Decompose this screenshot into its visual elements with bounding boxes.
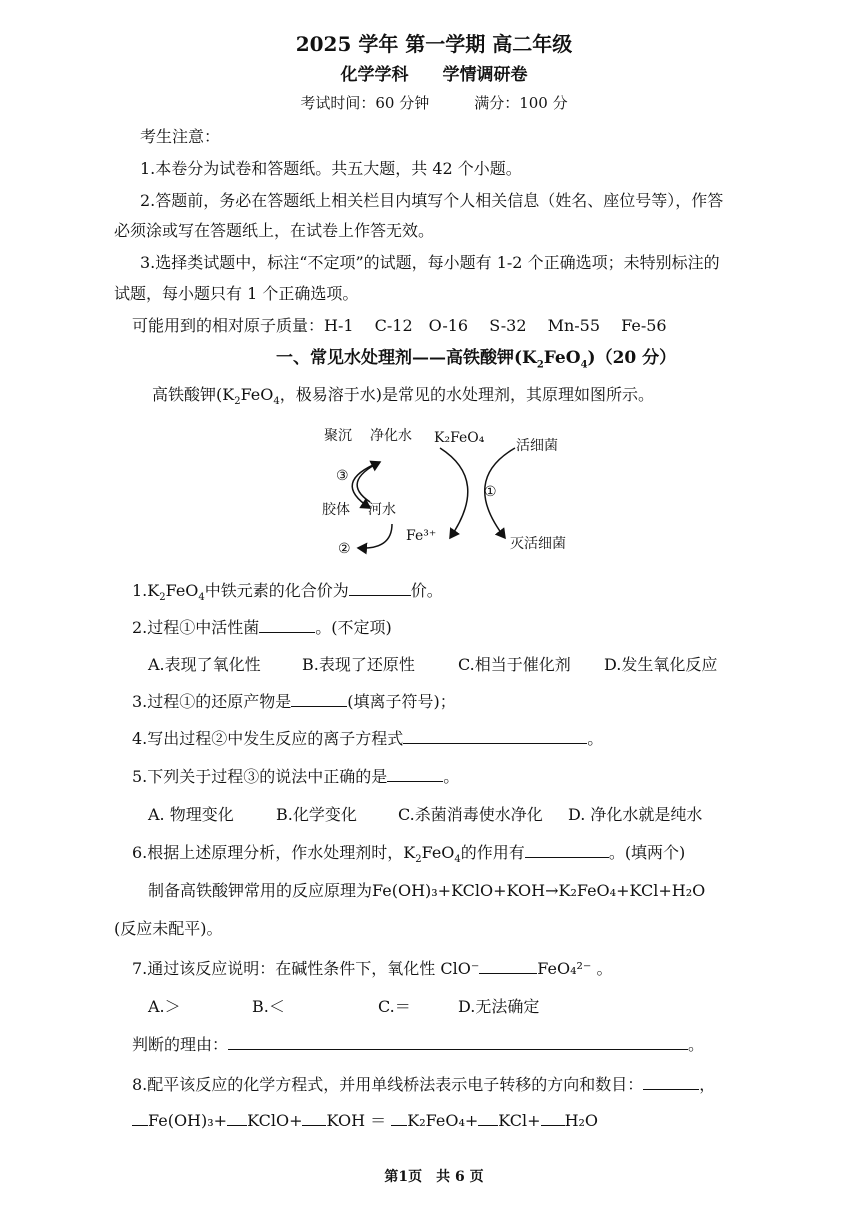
q5-option-c[interactable]: C.杀菌消毒使水净化 <box>398 805 543 824</box>
question-1: $1.K_2FeO_4$中铁元素的化合价为 价。 <box>132 581 443 604</box>
coef-blank[interactable] <box>478 1111 498 1126</box>
label-fe3: Fe³⁺ <box>406 528 437 544</box>
answer-blank[interactable] <box>349 581 411 596</box>
section-intro: 高铁酸钾($K_2FeO_4$，极易溶于水)是常见的水处理剂，其原理如图所示。 <box>152 385 655 408</box>
process1-arrow <box>440 448 468 538</box>
process3-arrow <box>357 462 380 502</box>
question-5: 5.下列关于过程③的说法中正确的是 。 <box>132 767 460 786</box>
q7-option-c[interactable]: C.＝ <box>378 997 411 1016</box>
coef-blank[interactable] <box>541 1111 565 1126</box>
atomic-mass: 可能用到的相对原子质量：H-1 C-12 O-16 S-32 Mn-55 Fe-56 <box>132 316 667 335</box>
answer-blank[interactable] <box>259 618 315 633</box>
q2-option-b[interactable]: B.表现了还原性 <box>302 655 415 674</box>
label-k2feo4: K₂FeO₄ <box>434 430 485 446</box>
answer-blank[interactable] <box>643 1075 699 1090</box>
coef-blank[interactable] <box>391 1111 407 1126</box>
q5-option-b[interactable]: B.化学变化 <box>276 805 357 824</box>
prep-equation: Fe(OH)₃+KClO+KOH→K₂FeO₄+KCl+H₂O <box>372 881 706 900</box>
q7-option-d[interactable]: D.无法确定 <box>458 997 540 1016</box>
label-step3: ③ <box>336 468 349 484</box>
reason-line: 判断的理由： 。 <box>132 1035 705 1054</box>
exam-title: 2025 学年 第一学期 高二年级 <box>295 32 573 56</box>
label-juchen: 聚沉 <box>324 428 352 444</box>
notice-item: 试题，每小题只有 1 个正确选项。 <box>114 284 359 303</box>
answer-blank[interactable] <box>387 767 443 782</box>
process2-arrow <box>358 524 392 548</box>
prep-note: (反应未配平)。 <box>114 919 223 938</box>
label-miehuo: 灭活细菌 <box>510 536 566 552</box>
q5-option-a[interactable]: A. 物理变化 <box>148 805 234 824</box>
label-jiaoti: 胶体 <box>322 502 350 518</box>
label-step1: ① <box>484 484 497 500</box>
answer-blank[interactable] <box>291 692 347 707</box>
q2-option-d[interactable]: D.发生氧化反应 <box>604 655 718 674</box>
label-heshui: 河水 <box>368 502 396 518</box>
answer-blank[interactable] <box>479 959 537 974</box>
label-step2: ② <box>338 541 351 557</box>
answer-blank[interactable] <box>228 1035 688 1050</box>
section-title: 一、常见水处理剂——高铁酸钾$(K_2FeO_4)(20$ 分） <box>276 348 677 371</box>
question-2: 2.过程①中活性菌 。(不定项) <box>132 618 392 637</box>
question-8: 8.配平该反应的化学方程式，并用单线桥法表示电子转移的方向和数目： ， <box>132 1075 716 1094</box>
answer-blank[interactable] <box>525 843 609 858</box>
q5-option-d[interactable]: D. 净化水就是纯水 <box>568 805 703 824</box>
notice-item: 2.答题前，务必在答题纸上相关栏目内填写个人相关信息（姓名、座位号等），作答 <box>140 191 724 210</box>
coef-blank[interactable] <box>132 1111 148 1126</box>
notice-item: 3.选择类试题中，标注“不定项”的试题，每小题有 1-2 个正确选项；未特别标注的 <box>140 253 720 272</box>
notice-heading: 考生注意： <box>140 127 221 146</box>
label-jinghuashui: 净化水 <box>370 428 412 444</box>
q2-option-c[interactable]: C.相当于催化剂 <box>458 655 571 674</box>
question-6: 6.根据上述原理分析，作水处理剂时，$K_2FeO_4$的作用有 。(填两个) <box>132 843 686 866</box>
coef-blank[interactable] <box>302 1111 326 1126</box>
exam-info: 考试时间：60 分钟 满分：100 分 <box>300 94 568 112</box>
page-footer: 第1页 共 6 页 <box>384 1169 484 1185</box>
notice-item: 必须涂或写在答题纸上，在试卷上作答无效。 <box>114 221 435 240</box>
answer-blank[interactable] <box>403 729 587 744</box>
notice-item: 1.本卷分为试卷和答题纸。共五大题，共 42 个小题。 <box>140 159 522 178</box>
prep-principle: 制备高铁酸钾常用的反应原理为Fe(OH)₃+KClO+KOH→K₂FeO₄+KCl+H₂O <box>148 881 706 900</box>
coef-blank[interactable] <box>227 1111 247 1126</box>
q8-equation: Fe(OH)₃+ KClO+ KOH ＝ K₂FeO₄+ KCl+ H₂O <box>132 1108 598 1131</box>
question-4: 4.写出过程②中发生反应的离子方程式 。 <box>132 729 604 748</box>
process-diagram <box>300 420 600 560</box>
question-3: 3.过程①的还原产物是 (填离子符号)； <box>132 692 456 711</box>
q7-option-a[interactable]: A.＞ <box>148 997 181 1016</box>
question-7: 7.通过该反应说明：在碱性条件下，氧化性 ClO⁻ FeO₄²⁻ 。 <box>132 959 613 978</box>
q2-option-a[interactable]: A.表现了氧化性 <box>148 655 261 674</box>
label-huoxijun: 活细菌 <box>516 438 558 454</box>
q7-option-b[interactable]: B.＜ <box>252 997 285 1016</box>
exam-subtitle: 化学学科 学情调研卷 <box>340 65 528 85</box>
